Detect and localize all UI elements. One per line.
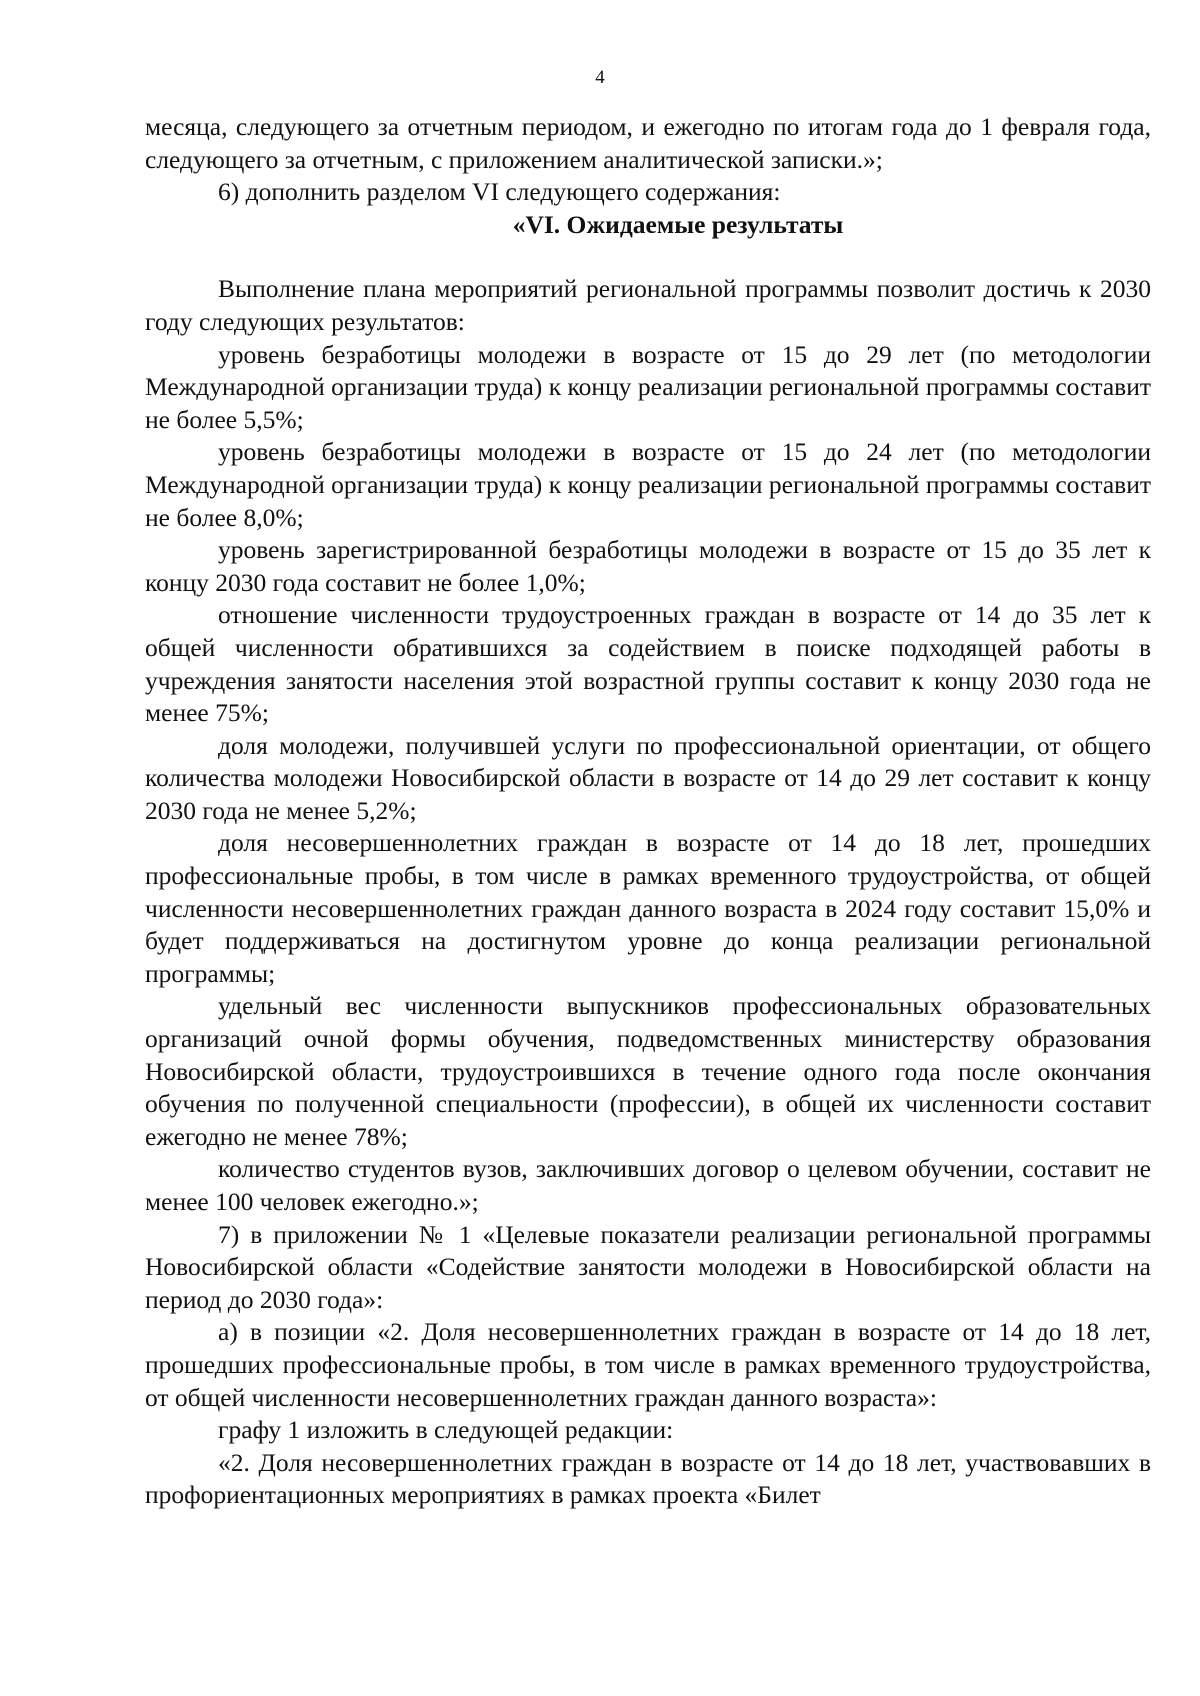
paragraph-item-a: а) в позиции «2. Доля несовершеннолетних граждан в возрасте от 14 до 18 лет, прошедших профессиональные пробы, в том числе в рамках временного трудоустройства, от общей численности несовершеннолетних граждан данного возраста»: xyxy=(145,1317,1151,1412)
paragraph: уровень безработицы молодежи в возрасте от 15 до 29 лет (по методологии Международной организации труда) к концу реализации региональной программы составит не более 5,5%; xyxy=(145,339,1151,434)
paragraph: Выполнение плана мероприятий региональной программы позволит достичь к 2030 году следующих результатов: xyxy=(145,274,1151,336)
page-number: 4 xyxy=(595,67,605,88)
document-body xyxy=(145,111,1151,1512)
paragraph: количество студентов вузов, заключивших договор о целевом обучении, составит не менее 100 человек ежегодно.»; xyxy=(145,1154,1151,1216)
paragraph: удельный вес численности выпускников профессиональных образовательных организаций очной формы обучения, подведомственных министерству образования Новосибирской области, трудоустроившихся в течение одного года после окончания обучения по полученной специальности (профессии), в общей их численности составит ежегодно не менее 78%; xyxy=(145,991,1151,1151)
paragraph: доля молодежи, получившей услуги по профессиональной ориентации, от общего количества молодежи Новосибирской области в возрасте от 14 до 29 лет составит к концу 2030 года не менее 5,2%; xyxy=(145,730,1151,825)
blank-line xyxy=(145,241,1151,273)
paragraph: отношение численности трудоустроенных граждан в возрасте от 14 до 35 лет к общей численности обратившихся за содействием в поиске подходящей работы в учреждения занятости населения этой возрастной группы составит к концу 2030 года не менее 75%; xyxy=(145,600,1151,728)
paragraph: доля несовершеннолетних граждан в возрасте от 14 до 18 лет, прошедших профессиональные пробы, в том числе в рамках временного трудоустройства, от общей численности несовершеннолетних граждан данного возраста в 2024 году составит 15,0% и будет поддерживаться на достигнутом уровне до конца реализации региональной программы; xyxy=(145,828,1151,988)
paragraph-item-7: 7) в приложении № 1 «Целевые показатели реализации региональной программы Новосибирской области «Содействие занятости молодежи в Новосибирской области на период до 2030 года»: xyxy=(145,1219,1151,1314)
paragraph-continuation: месяца, следующего за отчетным периодом, и ежегодно по итогам года до 1 февраля года, следующего за отчетным, с приложением аналитической записки.»; xyxy=(145,112,1151,174)
paragraph: «2. Доля несовершеннолетних граждан в возрасте от 14 до 18 лет, участвовавших в профориентационных мероприятиях в рамках проекта «Билет xyxy=(145,1447,1151,1510)
paragraph-item-6: 6) дополнить разделом VI следующего содержания: xyxy=(218,177,781,207)
paragraph: уровень зарегистрированной безработицы молодежи в возрасте от 15 до 35 лет к концу 2030 года составит не более 1,0%; xyxy=(145,535,1151,597)
paragraph: графу 1 изложить в следующей редакции: xyxy=(218,1415,674,1445)
section-heading: «VI. Ожидаемые результаты xyxy=(512,209,844,239)
paragraph: уровень безработицы молодежи в возрасте от 15 до 24 лет (по методологии Международной организации труда) к концу реализации региональной программы составит не более 8,0%; xyxy=(145,437,1151,532)
